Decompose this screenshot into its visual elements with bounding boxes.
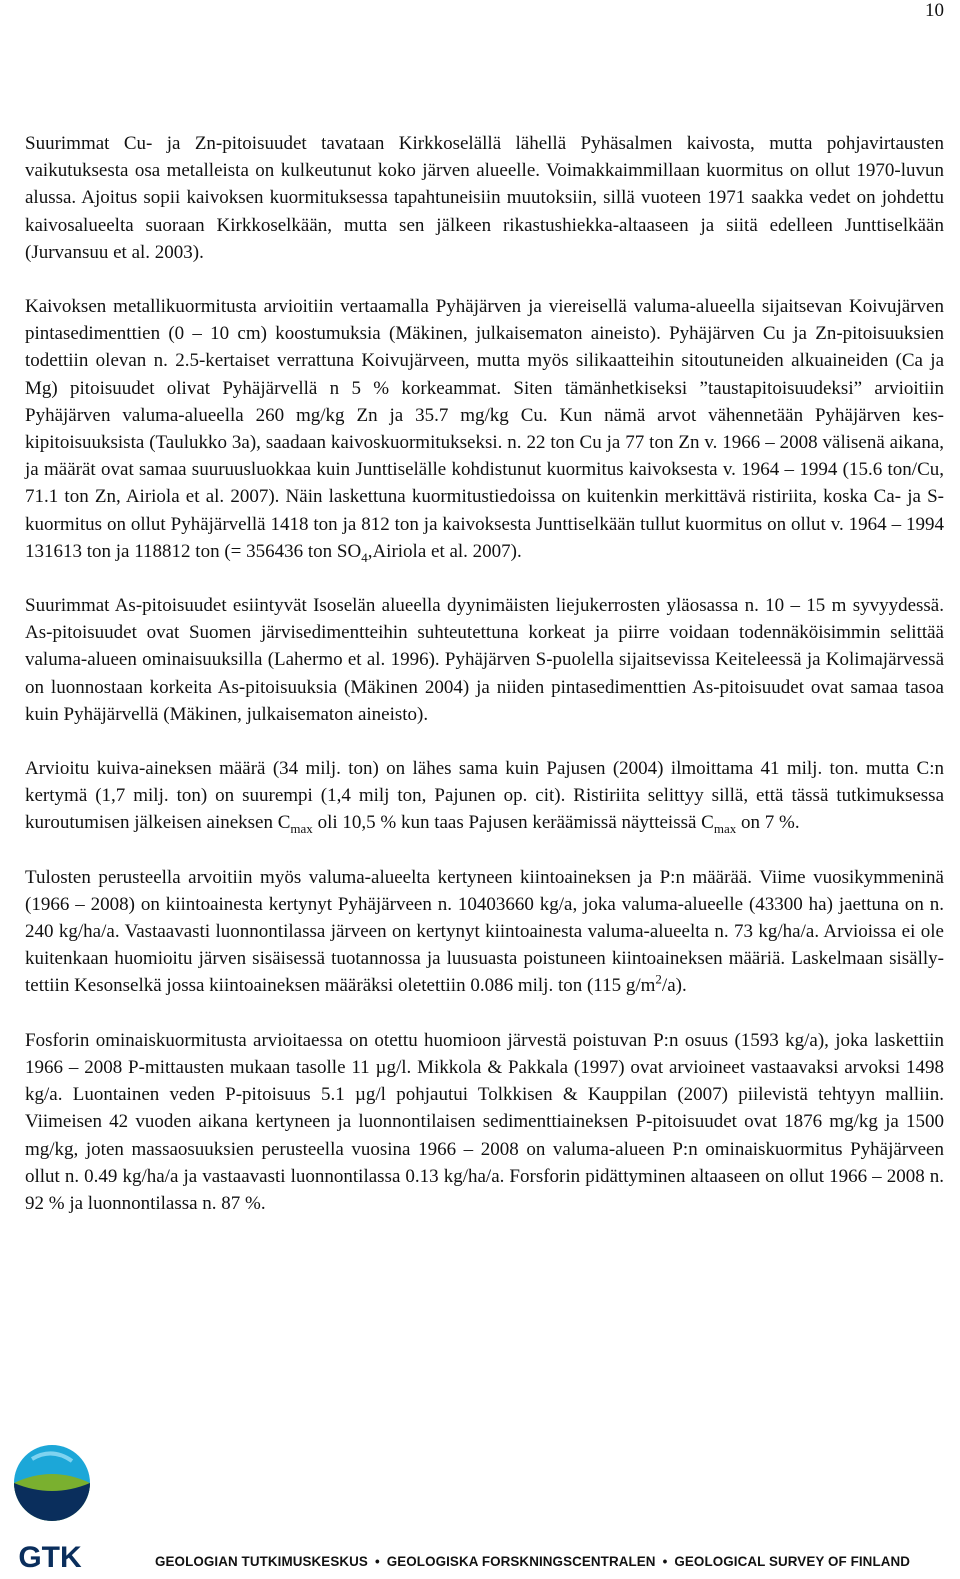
org-name-finnish: GEOLOGIAN TUTKIMUSKESKUS	[155, 1554, 368, 1569]
paragraph-4-tail: on 7 %.	[736, 812, 800, 834]
paragraph-1: Suurimmat Cu- ja Zn-pitoisuudet tavataan Kirkkoselällä lähellä Pyhäsalmen kaivosta, mutta pohjavirtausten vaikutuksesta osa metalleista on kulkeutunut koko järven alueelle. Voimakkaimmillaan kuormitus on ollut 1970-luvun alussa. Ajoitus sopii kaivoksen kuormituksessa tapahtuneisiin muutoksiin, sillä vuoteen 1971 saakka vedet on johdettu kaivosalueelta suoraan Kirkkoselkään, mutta sen jälkeen rikastushiekka-altaaseen ja siitä edelleen Junttiselkään (Jurvansuu et al. 2003).	[25, 133, 944, 263]
gtk-logo	[6, 1439, 96, 1573]
body-text	[25, 130, 944, 1244]
page-number: 10	[925, 0, 944, 21]
paragraph-5-superscript: 2	[655, 972, 662, 988]
paragraph-4-subscript-1: max	[290, 821, 313, 837]
paragraph-2-tail: ,Airiola et al. 2007).	[367, 540, 522, 562]
paragraph-3: Suurimmat As-pitoisuudet esiintyvät Isoselän alueella dyynimäisten liejukerrosten yläosassa n. 10 – 15 m syvyydessä. As-pitoisuudet ovat Suomen järvisedimentteihin suhteutettuna korkeat ja piirre voidaan todennäköisimmin selittää valuma-alueen ominaisuuksilla (Lahermo et al. 1996). Pyhäjärven S-puolella sijaitsevissa Keiteleessä ja Kolimajärvessä on luonnostaan korkeita As-pitoisuuksia (Mäkinen 2004) ja niiden pintasedimenttien As-pitoisuudet ovat samaa tasoa kuin Pyhäjärvellä (Mäkinen, julkaisematon aineisto).	[25, 595, 944, 725]
gtk-logo-text: GTK	[18, 1541, 82, 1573]
page-footer	[0, 1439, 960, 1579]
paragraph-4-mid: oli 10,5 % kun taas Pajusen keräämissä näytteissä C	[312, 812, 714, 834]
paragraph-2	[25, 293, 944, 565]
org-name-swedish: GEOLOGISKA FORSKNINGSCENTRALEN	[386, 1554, 656, 1569]
paragraph-5-text: Tulosten perusteella arvoitiin myös valuma-alueelta kertyneen kiintoaineksen ja P:n määrää. Viime vuosikymmeninä (1966 – 2008) on kiintoainesta kertynyt Pyhäjärveen n. 10403660 kg/a, joka valuma-alueelle (43300 ha) jaettuna on n. 240 kg/ha/a. Vastaavasti luonnontilassa järveen on kertynyt kiintoainesta valuma-alueelta n. 73 kg/ha/a. Arvioissa ei ole kuitenkaan huomioitu järven sisäisessä tuotannossa ja luusuasta poistuneen kiintoaineksen määriä. Laskelmaan sisällytettiin Kesonselkä jossa kiintoaineksen määräksi oletettiin 0.086 milj. ton (115 g/m	[25, 866, 944, 997]
paragraph-4-subscript-2: max	[713, 821, 737, 837]
paragraph-4	[25, 755, 944, 837]
paragraph-6: Fosforin ominaiskuormitusta arvioitaessa on otettu huomioon järvestä poistuvan P:n osuus (1593 kg/a), joka laskettiin 1966 – 2008 P-mittausten mukaan tasolle 11 µg/l. Mikkola & Pakkala (1997) ovat arvioineet vastaavaksi arvoksi 1498 kg/a. Luontainen veden P-pitoisuus 5.1 µg/l pohjautui Tolkkisen & Kauppilan (2007) piilevistä tehtyyn malliin. Viimeisen 42 vuoden aikana kertyneen ja luonnontilaisen sedimenttiaineksen P-pitoisuudet ovat 1876 mg/kg ja 1500 mg/kg, joten massaosuuksien perusteella vuosina 1966 – 2008 on valuma-alueen P:n ominaiskuormitus Pyhäjärveen ollut n. 0.49 kg/ha/a ja vastaavasti luonnontilassa 0.13 kg/ha/a. Forsforin pidättyminen altaaseen on ollut 1966 – 2008 n. 92 % ja luonnontilassa n. 87 %.	[25, 1029, 944, 1214]
paragraph-4-text: Arvioitu kuiva-aineksen määrä (34 milj. ton) on lähes sama kuin Pajusen (2004) ilmoittama 41 milj. ton. mutta C:n kertymä (1,7 milj. ton) on suurempi (1,4 milj ton, Pajunen op. cit). Ristiriita selittyy sillä, että tässä tutkimuksessa kuroutumisen jälkeisen aineksen C	[25, 758, 944, 834]
separator-dot: •	[374, 1554, 380, 1569]
org-name-english: GEOLOGICAL SURVEY OF FINLAND	[674, 1554, 911, 1569]
paragraph-2-text: Kaivoksen metallikuormitusta arvioitiin vertaamalla Pyhäjärven ja viereisellä valuma-alueella sijaitsevan Koivujärven pintasedimenttien (0 – 10 cm) koostumuksia (Mäkinen, julkaisematon aineisto). Pyhäjärven Cu ja Zn-pitoisuuksien todettiin olevan n. 2.5-kertaiset verrattuna Koivujärveen, mutta myös silikaatteihin sitoutuneiden alkuaineiden (Ca ja Mg) pitoisuudet olivat Pyhäjärvellä n 5 % korkeammat. Siten tämänhetkiseksi ”taustapitoisuudeksi” arvioitiin Pyhäjärven valuma-alueella 260 mg/kg Zn ja 35.7 mg/kg Cu. Kun nämä arvot vähennetään Pyhäjärven keskipitoisuuksista (Taulukko 3a), saadaan kaivoskuormitukseksi. n. 22 ton Cu ja 77 ton Zn v. 1966 – 2008 välisenä aikana, ja määrät ovat samaa suuruusluokkaa kuin Junttiselälle kohdistunut kuormitus kaivoksesta v. 1964 – 1994 (15.6 ton/Cu, 71.1 ton Zn, Airiola et al. 2007). Näin laskettuna kuormitustiedoissa on kuitenkin merkittävä ristiriita, koska Ca- ja S- kuormitus on ollut Pyhäjärvellä 1418 ton ja 812 ton ja kaivoksesta Junttiselkään tullut kuormitus on ollut v. 1964 – 1994 131613 ton ja 118812 ton (= 356436 ton SO	[25, 296, 944, 562]
footer-organization-names	[155, 1554, 910, 1569]
paragraph-2-subscript: 4	[361, 549, 368, 565]
paragraph-5-tail: /a).	[661, 975, 687, 997]
paragraph-5	[25, 864, 944, 1000]
separator-dot: •	[662, 1554, 668, 1569]
